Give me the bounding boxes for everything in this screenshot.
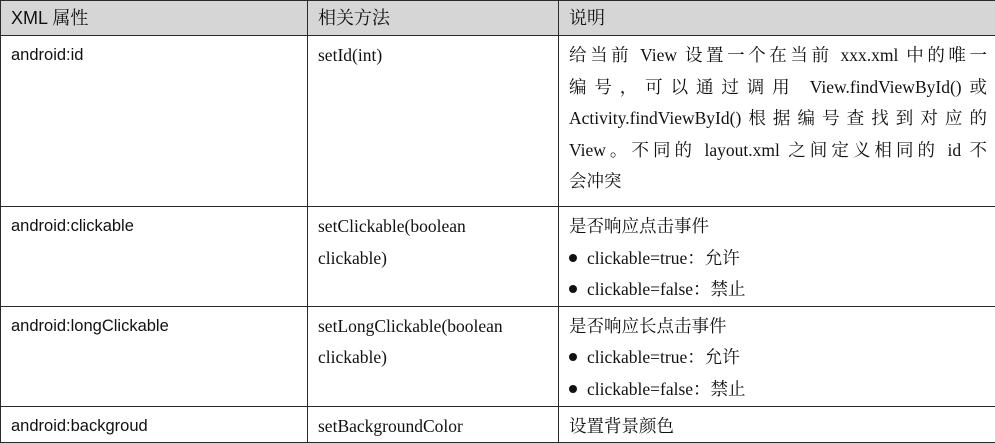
method-cell [308, 207, 559, 307]
method-line: setClickable(boolean [318, 211, 548, 243]
description-line: Activity.findViewById()根据编号查找到对应的 [569, 103, 987, 135]
description-cell [559, 207, 995, 307]
description-line: 会冲突 [569, 166, 987, 198]
bullet-dot-icon [569, 254, 577, 262]
table-row [1, 306, 995, 406]
description-line: 编号，可以通过调用 View.findViewById()或 [569, 72, 987, 104]
description-line: 是否响应点击事件 [569, 211, 987, 243]
bullet-item: clickable=false：禁止 [569, 374, 987, 406]
header-xml-attribute: XML 属性 [1, 1, 308, 36]
table-row [1, 406, 995, 443]
table-row [1, 36, 995, 207]
bullet-dot-icon [569, 353, 577, 361]
method-line: setBackgroundColor [318, 411, 548, 443]
method-cell [308, 406, 559, 443]
method-line: clickable) [318, 342, 548, 374]
header-related-method: 相关方法 [308, 1, 559, 36]
bullet-item: clickable=true：允许 [569, 342, 987, 374]
method-line: clickable) [318, 243, 548, 275]
attribute-cell: android:longClickable [1, 306, 308, 406]
description-line: 是否响应长点击事件 [569, 311, 987, 343]
attribute-cell: android:backgroud [1, 406, 308, 443]
description-line: View。不同的 layout.xml 之间定义相同的 id 不 [569, 135, 987, 167]
method-cell [308, 36, 559, 207]
bullet-dot-icon [569, 285, 577, 293]
description-cell [559, 306, 995, 406]
table-header [1, 1, 995, 36]
attribute-cell: android:id [1, 36, 308, 207]
description-line: 给当前 View 设置一个在当前 xxx.xml 中的唯一 [569, 40, 987, 72]
table-row [1, 207, 995, 307]
bullet-dot-icon [569, 385, 577, 393]
description-cell [559, 36, 995, 207]
bullet-item: clickable=true：允许 [569, 243, 987, 275]
method-cell [308, 306, 559, 406]
attribute-cell: android:clickable [1, 207, 308, 307]
header-description: 说明 [559, 1, 995, 36]
method-line: setLongClickable(boolean [318, 311, 548, 343]
bullet-item: clickable=false：禁止 [569, 274, 987, 306]
description-line: 设置背景颜色 [569, 411, 987, 443]
method-line: setId(int) [318, 40, 548, 72]
description-cell [559, 406, 995, 443]
